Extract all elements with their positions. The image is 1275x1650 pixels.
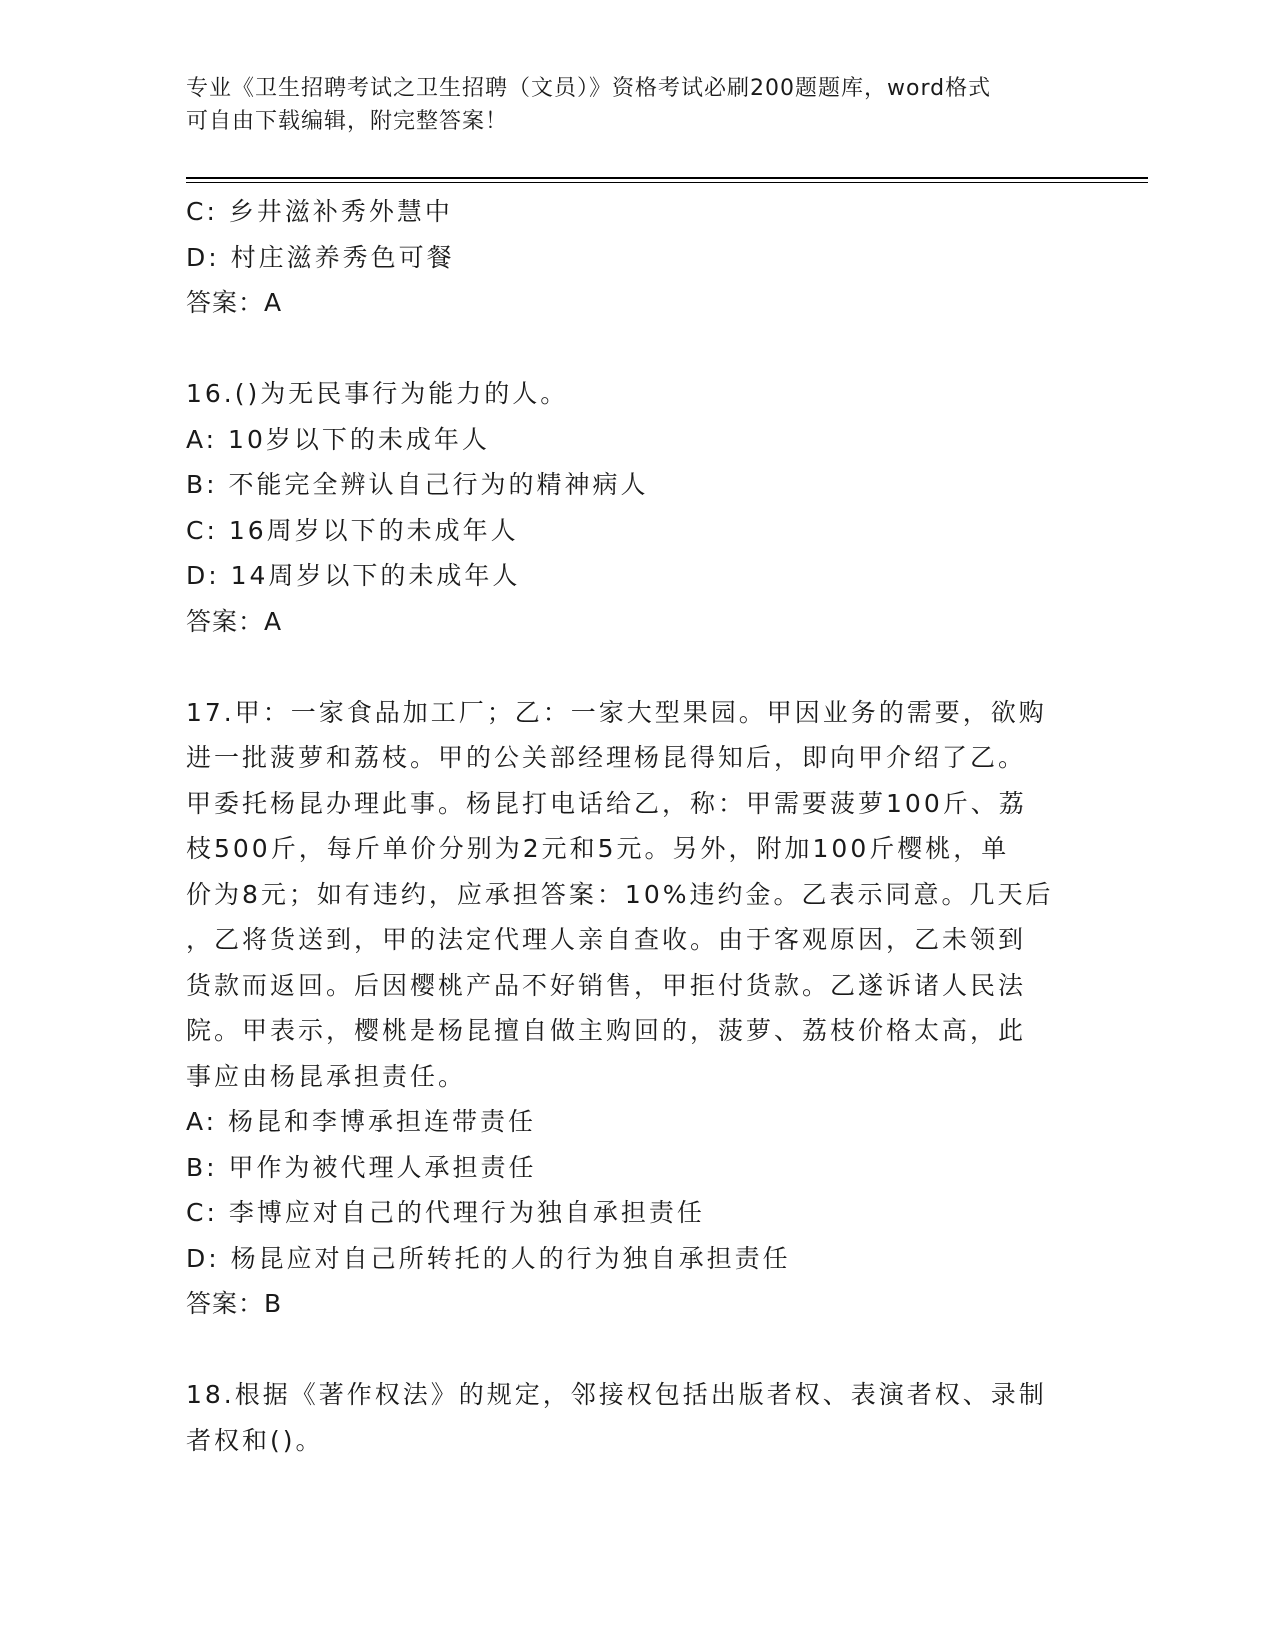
question-text-line: 进一批菠萝和荔枝。甲的公关部经理杨昆得知后，即向甲介绍了乙。	[186, 743, 1027, 772]
question-text-line: 价为8元；如有违约，应承担答案：10%违约金。乙表示同意。几天后	[186, 879, 1054, 909]
question-text-line: 货款而返回。后因樱桃产品不好销售，甲拒付货款。乙遂诉诸人民法	[186, 970, 1027, 1000]
option-a: A: 杨昆和李博承担连带责任	[186, 1107, 537, 1136]
spacer	[186, 326, 1066, 372]
answer-line: 答案：A	[186, 606, 283, 636]
spacer	[186, 1327, 1066, 1373]
question-17	[186, 690, 1066, 1327]
option-c: C: 乡井滋补秀外慧中	[186, 197, 453, 226]
option-c: C: 李博应对自己的代理行为独自承担责任	[186, 1198, 705, 1227]
document-header	[186, 72, 1086, 138]
question-text-line: 甲委托杨昆办理此事。杨昆打电话给乙，称：甲需要菠萝100斤、荔	[186, 788, 1027, 818]
question-content	[186, 189, 1066, 1463]
question-text: 16.()为无民事行为能力的人。	[186, 379, 569, 408]
question-text-line: ，乙将货送到，甲的法定代理人亲自查收。由于客观原因，乙未领到	[186, 925, 1027, 954]
option-c: C: 16周岁以下的未成年人	[186, 515, 519, 545]
header-line-1: 专业《卫生招聘考试之卫生招聘（文员）》资格考试必刷200题题库，word格式	[186, 76, 992, 101]
question-16	[186, 371, 1066, 644]
option-b: B: 甲作为被代理人承担责任	[186, 1152, 537, 1182]
header-line-2: 可自由下载编辑，附完整答案！	[186, 109, 509, 134]
question-text-line: 枝500斤，每斤单价分别为2元和5元。另外，附加100斤樱桃，单	[186, 834, 1010, 863]
option-d: D: 村庄滋养秀色可餐	[186, 242, 455, 272]
option-d: D: 14周岁以下的未成年人	[186, 561, 521, 590]
option-b: B: 不能完全辨认自己行为的精神病人	[186, 470, 649, 499]
question-text-line: 院。甲表示，樱桃是杨昆擅自做主购回的，菠萝、荔枝价格太高，此	[186, 1016, 1027, 1045]
answer-line: 答案：B	[186, 1289, 283, 1318]
prev-question-block	[186, 189, 1066, 326]
question-18	[186, 1372, 1066, 1463]
header-divider-thick	[186, 177, 1148, 179]
question-text-line: 17.甲：一家食品加工厂；乙：一家大型果园。甲因业务的需要，欲购	[186, 697, 1047, 727]
header-divider-thin	[186, 182, 1148, 183]
option-d: D: 杨昆应对自己所转托的人的行为独自承担责任	[186, 1243, 791, 1273]
answer-line: 答案：A	[186, 288, 283, 317]
question-text-line: 者权和()。	[186, 1425, 324, 1455]
option-a: A: 10岁以下的未成年人	[186, 424, 490, 454]
question-text-line: 事应由杨昆承担责任。	[186, 1061, 467, 1091]
question-text-line: 18.根据《著作权法》的规定，邻接权包括出版者权、表演者权、录制	[186, 1380, 1047, 1409]
spacer	[186, 644, 1066, 690]
